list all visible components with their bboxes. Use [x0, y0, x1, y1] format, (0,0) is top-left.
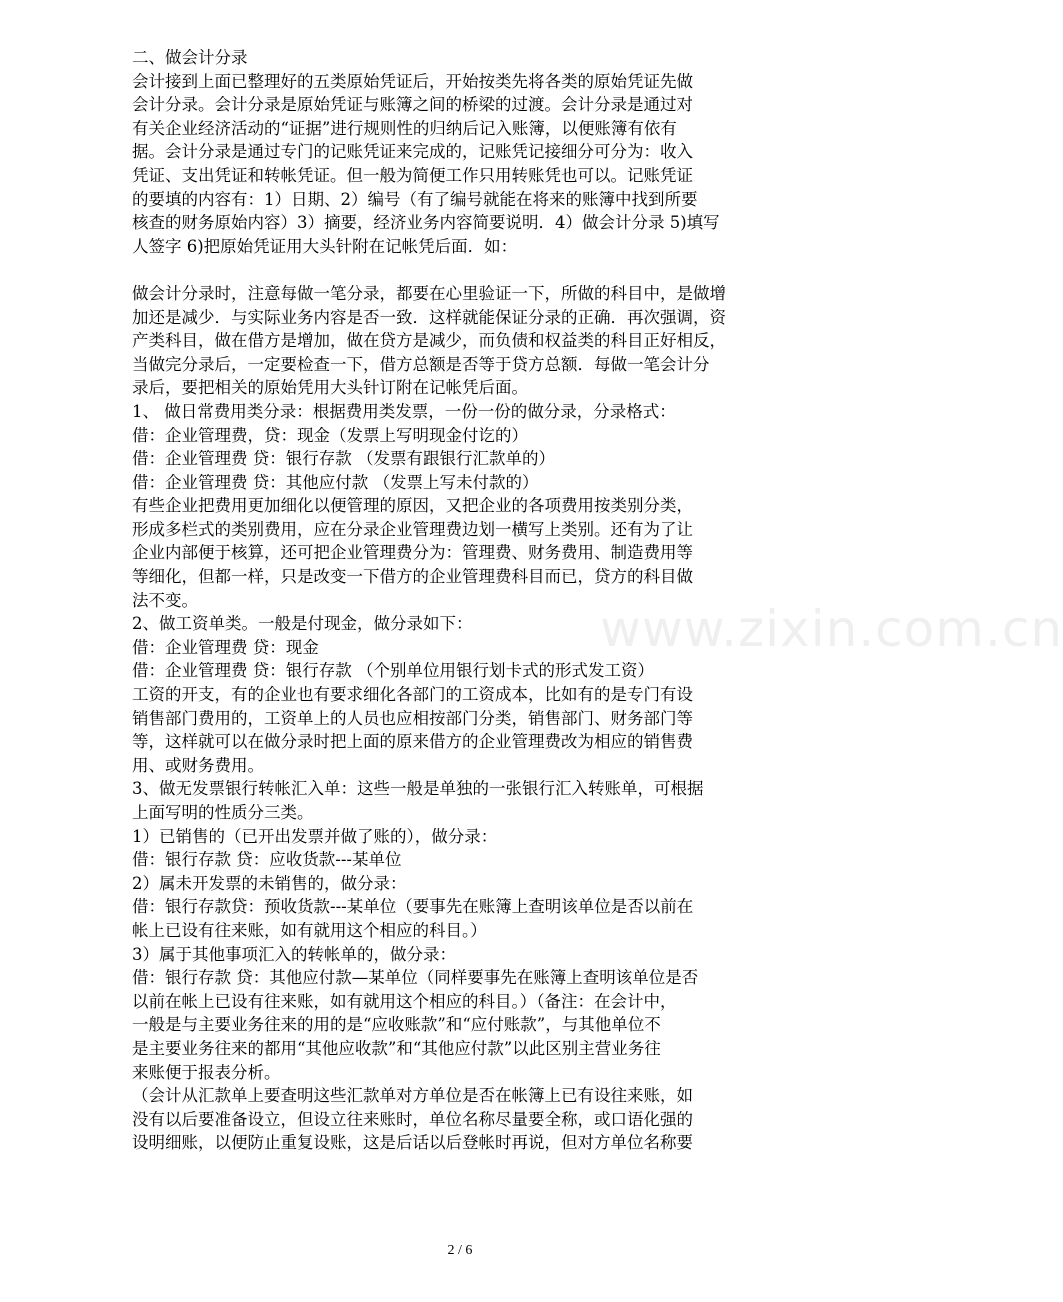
paragraph-line: 是主要业务往来的都用“其他应收款”和“其他应付款”以此区别主营业务往: [132, 1038, 661, 1058]
paragraph-line: 工资的开支，有的企业也有要求细化各部门的工资成本，比如有的是专门有设: [132, 685, 693, 705]
paragraph-line: 法不变。: [132, 590, 198, 610]
paragraph-line: 的要填的内容有：1）日期、2）编号（有了编号就能在将来的账簿中找到所要: [132, 189, 698, 209]
paragraph-line: 等，这样就可以在做分录时把上面的原来借方的企业管理费改为相应的销售费: [132, 732, 693, 752]
watermark: www.zixin.com.cn: [600, 600, 1063, 658]
paragraph-line: 核查的财务原始内容）3）摘要，经济业务内容简要说明．4）做会计分录 5)填写: [132, 213, 720, 233]
paragraph-line: 销售部门费用的，工资单上的人员也应相按部门分类，销售部门、财务部门等: [132, 708, 693, 728]
paragraph-line: 当做完分录后，一定要检查一下，借方总额是否等于贷方总额．每做一笔会计分: [132, 354, 710, 374]
sub-item-heading: 1）已销售的（已开出发票并做了账的），做分录：: [132, 826, 498, 846]
journal-entry-line: 借：银行存款贷：预收货款---某单位（要事先在账簿上查明该单位是否以前在: [132, 897, 694, 917]
paragraph-line: 据。会计分录是通过专门的记账凭证来完成的，记账凭记接细分可分为：收入: [132, 142, 693, 162]
paragraph-line: 设明细账，以便防止重复设账，这是后话以后登帐时再说，但对方单位名称要: [132, 1133, 693, 1153]
journal-entry-line: 借：银行存款 贷：其他应付款—某单位（同样要事先在账簿上查明该单位是否: [132, 968, 699, 988]
paragraph-line: 录后，要把相关的原始凭用大头针订附在记帐凭后面。: [132, 378, 528, 398]
paragraph-line: 一般是与主要业务往来的用的是“应收账款”和“应付账款”，与其他单位不: [132, 1015, 661, 1035]
list-item-heading: 3、做无发票银行转帐汇入单：这些一般是单独的一张银行汇入转账单，可根据: [132, 779, 704, 799]
paragraph-line: 帐上已设有往来账，如有就用这个相应的科目。）: [132, 920, 487, 940]
paragraph-line: 会计分录。会计分录是原始凭证与账簿之间的桥梁的过渡。会计分录是通过对: [132, 95, 693, 115]
paragraph-line: 上面写明的性质分三类。: [132, 803, 314, 822]
paragraph-line: 人签字 6)把原始凭证用大头针附在记帐凭后面．如：: [132, 236, 518, 256]
paragraph-line: 加还是减少．与实际业务内容是否一致．这样就能保证分录的正确．再次强调，资: [132, 307, 726, 327]
paragraph-line: 产类科目，做在借方是增加，做在贷方是减少，而负债和权益类的科目正好相反，: [132, 331, 726, 351]
paragraph-line: 有关企业经济活动的“证据”进行规则性的归纳后记入账簿，以便账簿有依有: [132, 118, 677, 138]
paragraph-line: 形成多栏式的类别费用，应在分录企业管理费边划一横写上类别。还有为了让: [132, 519, 693, 539]
journal-entry-line: 借：银行存款 贷：应收货款---某单位: [132, 850, 402, 870]
paragraph-line: 等细化，但都一样，只是改变一下借方的企业管理费科目而已，贷方的科目做: [132, 567, 693, 587]
journal-entry-line: 借：企业管理费 贷：银行存款 （发票有跟银行汇款单的）: [132, 449, 555, 469]
page-number: 2 / 6: [447, 1243, 473, 1258]
list-item-heading: 2、做工资单类。一般是付现金，做分录如下：: [132, 614, 473, 634]
paragraph-line: 以前在帐上已设有往来账，如有就用这个相应的科目。）（备注：在会计中，: [132, 991, 677, 1011]
paragraph-line: 来账便于报表分析。: [132, 1062, 281, 1082]
paragraph-line: 做会计分录时，注意每做一笔分录，都要在心里验证一下，所做的科目中，是做增: [132, 283, 726, 303]
journal-entry-line: 借：企业管理费 贷：其他应付款 （发票上写未付款的）: [132, 472, 539, 492]
journal-entry-line: 借：企业管理费，贷：现金（发票上写明现金付讫的）: [132, 425, 528, 445]
paragraph-line: 用、或财务费用。: [132, 755, 264, 775]
blank-line: [132, 258, 788, 282]
section-heading: 二、做会计分录: [132, 48, 248, 67]
paragraph-line: 有些企业把费用更加细化以便管理的原因，又把企业的各项费用按类别分类，: [132, 496, 693, 516]
paragraph-line: （会计从汇款单上要查明这些汇款单对方单位是否在帐簿上已有设往来账，如: [132, 1086, 693, 1106]
sub-item-heading: 3）属于其他事项汇入的转帐单的，做分录：: [132, 944, 456, 964]
journal-entry-line: 借：企业管理费 贷：现金: [132, 637, 319, 657]
paragraph-line: 没有以后要准备设立，但设立往来账时，单位名称尽量要全称，或口语化强的: [132, 1109, 693, 1129]
sub-item-heading: 2）属未开发票的未销售的，做分录：: [132, 873, 407, 893]
paragraph-line: 凭证、支出凭证和转帐凭证。但一般为简便工作只用转账凭也可以。记账凭证: [132, 165, 693, 185]
paragraph-line: 企业内部便于核算，还可把企业管理费分为：管理费、财务费用、制造费用等: [132, 543, 693, 563]
paragraph-line: 会计接到上面已整理好的五类原始凭证后，开始按类先将各类的原始凭证先做: [132, 71, 693, 91]
list-item-heading: 1、 做日常费用类分录：根据费用类发票，一份一份的做分录，分录格式：: [132, 401, 676, 421]
journal-entry-line: 借：企业管理费 贷：银行存款 （个别单位用银行划卡式的形式发工资）: [132, 661, 654, 681]
